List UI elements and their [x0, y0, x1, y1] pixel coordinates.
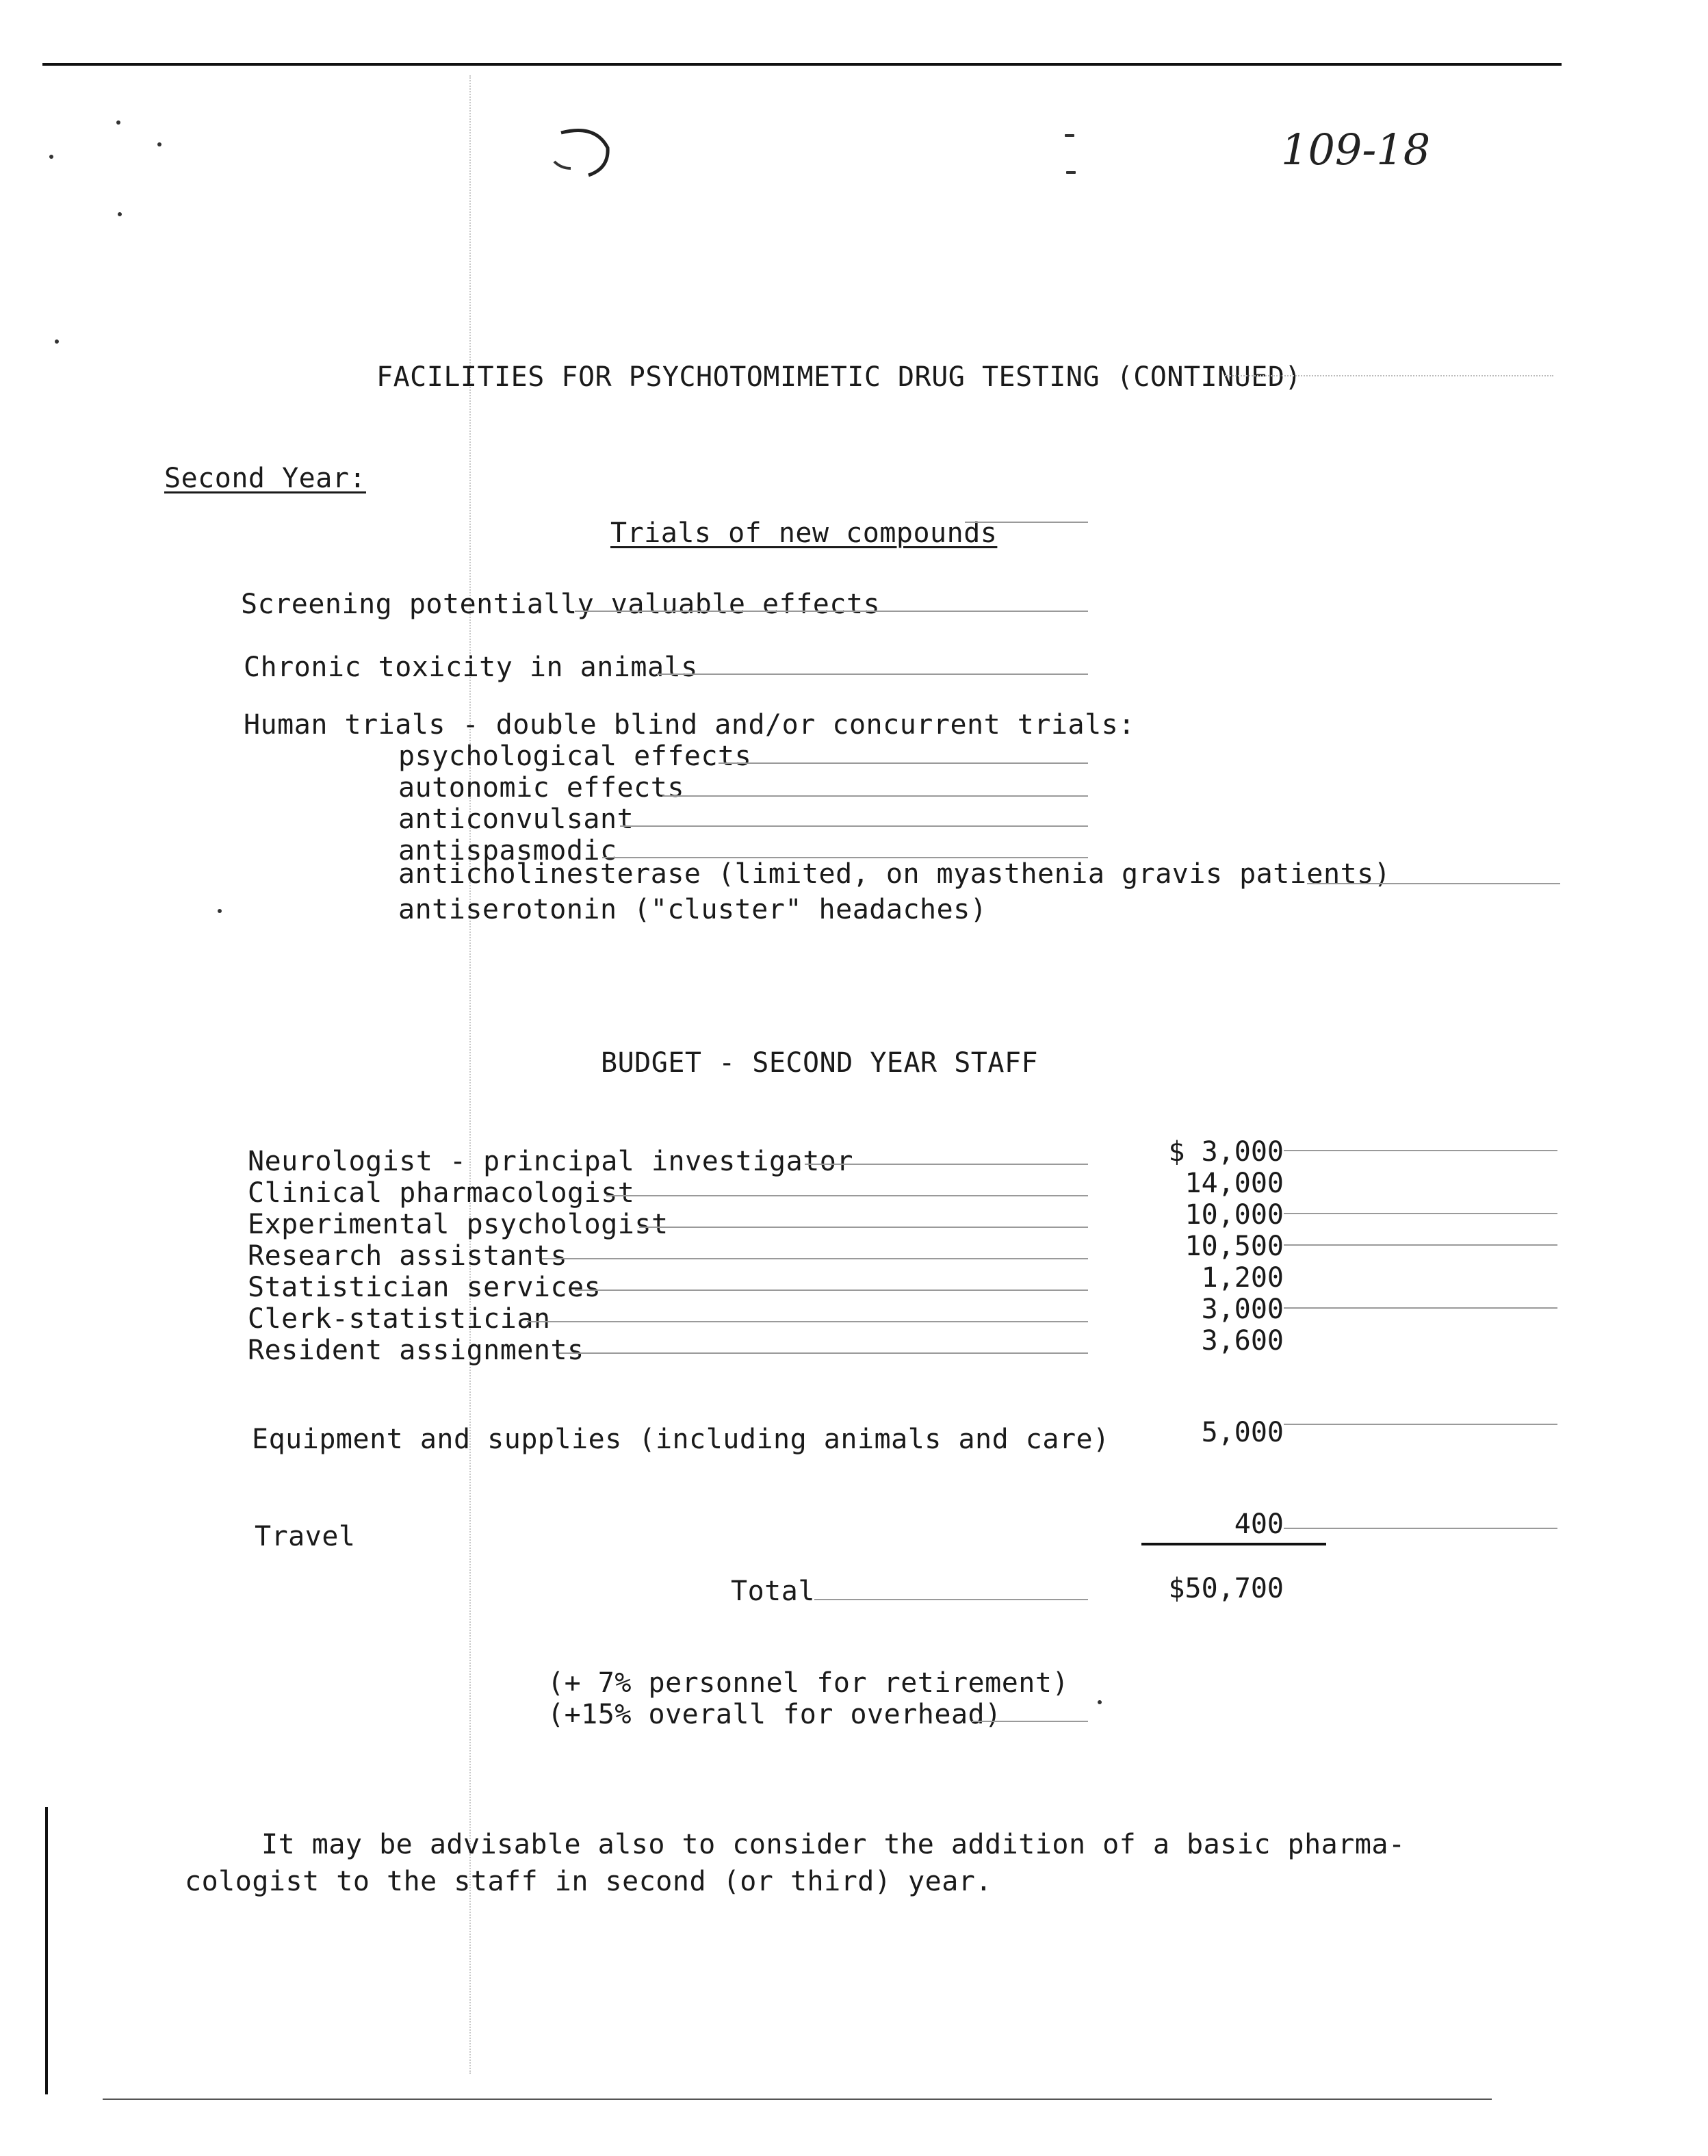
trials-heading: Trials of new compounds — [610, 517, 998, 549]
leader-line — [620, 825, 1088, 827]
leader-line — [657, 673, 1088, 675]
travel-amount: 400 — [1234, 1509, 1284, 1540]
note-retirement: (+ 7% personnel for retirement) — [547, 1667, 1070, 1699]
staff-label: Research assistants — [248, 1240, 568, 1272]
closing-paragraph-line-2: cologist to the staff in second (or third) year. — [185, 1866, 992, 1897]
trial-chronic-toxicity: Chronic toxicity in animals — [244, 652, 698, 683]
equipment-label: Equipment and supplies (including animals and care) — [252, 1424, 1110, 1455]
staff-label: Statistician services — [248, 1272, 601, 1303]
staff-amount: 14,000 — [1185, 1168, 1284, 1199]
leader-line — [1284, 1528, 1557, 1529]
scan-speck — [157, 142, 161, 146]
human-trial-item: autonomic effects — [398, 772, 684, 804]
staff-amount: 10,000 — [1185, 1199, 1284, 1231]
handwritten-page-reference: 109-18 — [1281, 125, 1431, 175]
leader-line — [1284, 1213, 1557, 1214]
leader-line — [639, 1227, 1088, 1228]
budget-heading: BUDGET - SECOND YEAR STAFF — [601, 1047, 1039, 1079]
leader-line — [575, 611, 1088, 612]
human-trial-item: antispasmodic — [398, 835, 617, 867]
leader-line — [542, 1258, 1088, 1259]
trial-screening: Screening potentially valuable effects — [241, 589, 881, 620]
punch-hole-mark — [547, 120, 623, 182]
leader-line — [662, 795, 1088, 797]
scan-speck — [118, 212, 122, 216]
leader-line — [1284, 1150, 1557, 1151]
leader-line — [606, 1195, 1088, 1196]
leader-line — [575, 1289, 1088, 1291]
leader-line — [805, 1164, 1088, 1165]
total-amount: $50,700 — [1168, 1573, 1284, 1604]
total-label: Total — [731, 1576, 815, 1607]
trial-human-intro: Human trials - double blind and/or concurrent trials: — [244, 709, 1135, 741]
human-trial-item: psychological effects — [398, 741, 752, 772]
bottom-border-rule — [103, 2099, 1492, 2100]
closing-paragraph-line-1: It may be advisable also to consider the addition of a basic pharma- — [261, 1829, 1406, 1860]
human-trial-item: anticholinesterase (limited, on myasthenia gravis patients) — [398, 858, 1391, 890]
leader-line — [1284, 1244, 1557, 1246]
note-overhead: (+15% overall for overhead) — [547, 1699, 1002, 1730]
leader-line — [527, 1321, 1088, 1322]
leader-line — [1225, 375, 1553, 376]
scan-mark — [1065, 134, 1074, 137]
travel-label: Travel — [255, 1521, 356, 1552]
scan-speck — [116, 120, 120, 125]
leader-line — [972, 1721, 1088, 1722]
scan-speck — [218, 909, 222, 913]
staff-amount: $ 3,000 — [1168, 1136, 1284, 1168]
leader-line — [965, 522, 1088, 523]
staff-label: Clerk-statistician — [248, 1303, 551, 1335]
staff-amount: 3,600 — [1201, 1325, 1284, 1357]
staff-label: Resident assignments — [248, 1335, 584, 1366]
scan-speck — [49, 155, 53, 159]
leader-line — [719, 762, 1088, 764]
human-trial-item: anticonvulsant — [398, 804, 634, 835]
staff-amount: 10,500 — [1185, 1231, 1284, 1262]
human-trial-item: antiserotonin ("cluster" headaches) — [398, 894, 987, 925]
scan-mark — [1066, 171, 1076, 174]
page-title: FACILITIES FOR PSYCHOTOMIMETIC DRUG TESTING (CONTINUED) — [376, 361, 1302, 393]
leader-line — [1284, 1424, 1557, 1425]
leader-line — [558, 1352, 1088, 1354]
equipment-amount: 5,000 — [1201, 1417, 1284, 1448]
scan-speck — [1098, 1700, 1102, 1704]
leader-line — [814, 1599, 1088, 1600]
staff-amount: 3,000 — [1201, 1294, 1284, 1325]
leader-line — [1307, 883, 1560, 884]
scan-speck — [55, 339, 59, 344]
staff-label: Clinical pharmacologist — [248, 1177, 635, 1209]
top-border-rule — [42, 63, 1562, 66]
sum-underline — [1141, 1543, 1326, 1545]
staff-label: Experimental psychologist — [248, 1209, 669, 1240]
staff-amount: 1,200 — [1201, 1262, 1284, 1294]
leader-line — [1284, 1307, 1557, 1309]
left-margin-rule — [45, 1807, 48, 2094]
section-heading-second-year: Second Year: — [164, 463, 366, 494]
staff-label: Neurologist - principal investigator — [248, 1146, 853, 1177]
